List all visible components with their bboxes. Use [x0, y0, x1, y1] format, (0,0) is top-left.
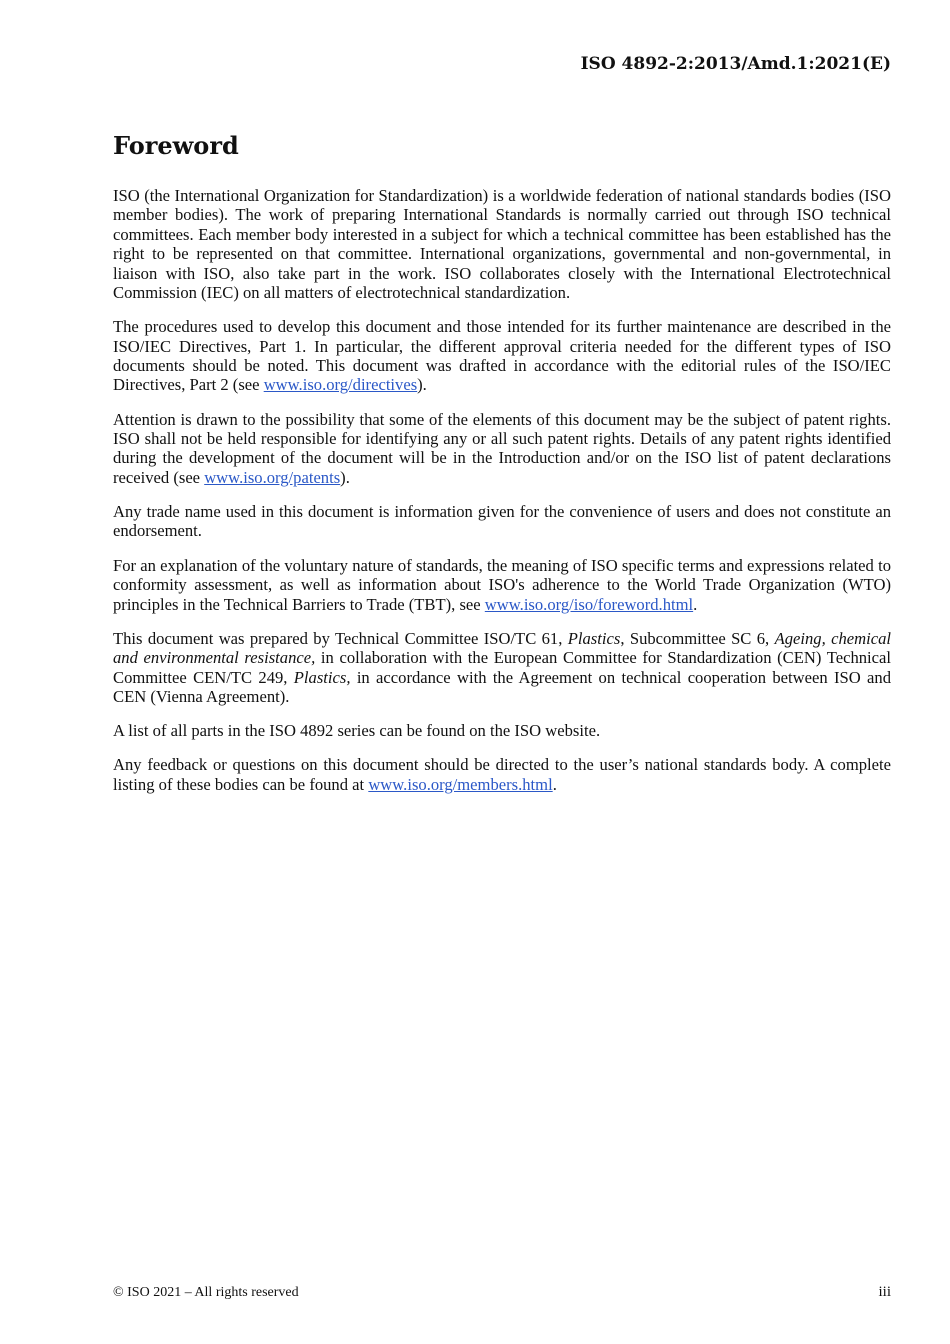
paragraph-feedback	[113, 755, 891, 794]
paragraph-procedures	[113, 317, 891, 395]
cen-committee-title: Plastics,	[293, 667, 351, 687]
paragraph-text: , Subcommittee SC 6,	[620, 628, 775, 648]
paragraph-prepared-by	[113, 629, 891, 707]
paragraph-text: ).	[417, 375, 427, 395]
page-number: iii	[878, 1284, 891, 1300]
page-title: Foreword	[113, 131, 239, 160]
foreword-link[interactable]: www.iso.org/iso/foreword.html	[484, 594, 694, 614]
paragraph-text: The procedures used to develop this document and those intended for its further maintenance are described in the ISO/IEC Directives, Part 1. In particular, the different approval criteria needed for the different types of ISO documents should be noted. This document was drafted in accordance with the editorial rules of the ISO/IEC Directives, Part 2 (see	[113, 317, 891, 395]
paragraph-series-list: A list of all parts in the ISO 4892 series can be found on the ISO website.	[113, 721, 601, 741]
committee-title: Plastics	[567, 628, 621, 648]
paragraph-text: Any feedback or questions on this document should be directed to the user’s national standards body. A complete listing of these bodies can be found at	[113, 755, 891, 794]
paragraph-voluntary-nature	[113, 556, 891, 614]
subcommittee-title: Ageing, chemical and environmental resistance,	[113, 628, 891, 668]
paragraph-text: .	[693, 594, 698, 614]
paragraph-text: in collaboration with the European Committee for Standardization (CEN) Technical Committee CEN/TC 249,	[113, 648, 891, 687]
foreword-body	[113, 186, 891, 809]
paragraph-patents	[113, 410, 891, 488]
paragraph-iso-intro: ISO (the International Organization for Standardization) is a worldwide federation of national standards bodies (ISO member bodies). The work of preparing International Standards is normally carried out through ISO technical committees. Each member body interested in a subject for which a technical committee has been established has the right to be represented on that committee. International organizations, governmental and non-governmental, in liaison with ISO, also take part in the work. ISO collaborates closely with the International Electrotechnical Commission (IEC) on all matters of electrotechnical standardization.	[113, 186, 891, 303]
patents-link[interactable]: www.iso.org/patents	[204, 467, 341, 487]
paragraph-text: This document was prepared by Technical Committee ISO/TC 61,	[113, 628, 568, 648]
paragraph-text: Attention is drawn to the possibility that some of the elements of this document may be the subject of patent rights. ISO shall not be held responsible for identifying any or all such patent rights. Details of any patent rights identified during the development of the document will be in the Introduction and/or on the ISO list of patent declarations received (see	[113, 409, 891, 487]
members-link[interactable]: www.iso.org/members.html	[368, 774, 553, 794]
document-identifier: ISO 4892-2:2013/Amd.1:2021(E)	[580, 54, 891, 74]
paragraph-text: For an explanation of the voluntary nature of standards, the meaning of ISO specific terms and expressions related to conformity assessment, as well as information about ISO's adherence to the World Trade Organization (WTO) principles in the Technical Barriers to Trade (TBT), see	[113, 555, 891, 614]
paragraph-text: .	[552, 774, 557, 794]
paragraph-trade-name: Any trade name used in this document is information given for the convenience of users and does not constitute an endorsement.	[113, 502, 891, 541]
directives-link[interactable]: www.iso.org/directives	[263, 375, 418, 395]
paragraph-text: ).	[340, 467, 350, 487]
footer-copyright: © ISO 2021 – All rights reserved	[113, 1285, 299, 1300]
paragraph-text: in accordance with the Agreement on technical cooperation between ISO and CEN (Vienna Agreement).	[113, 667, 891, 706]
